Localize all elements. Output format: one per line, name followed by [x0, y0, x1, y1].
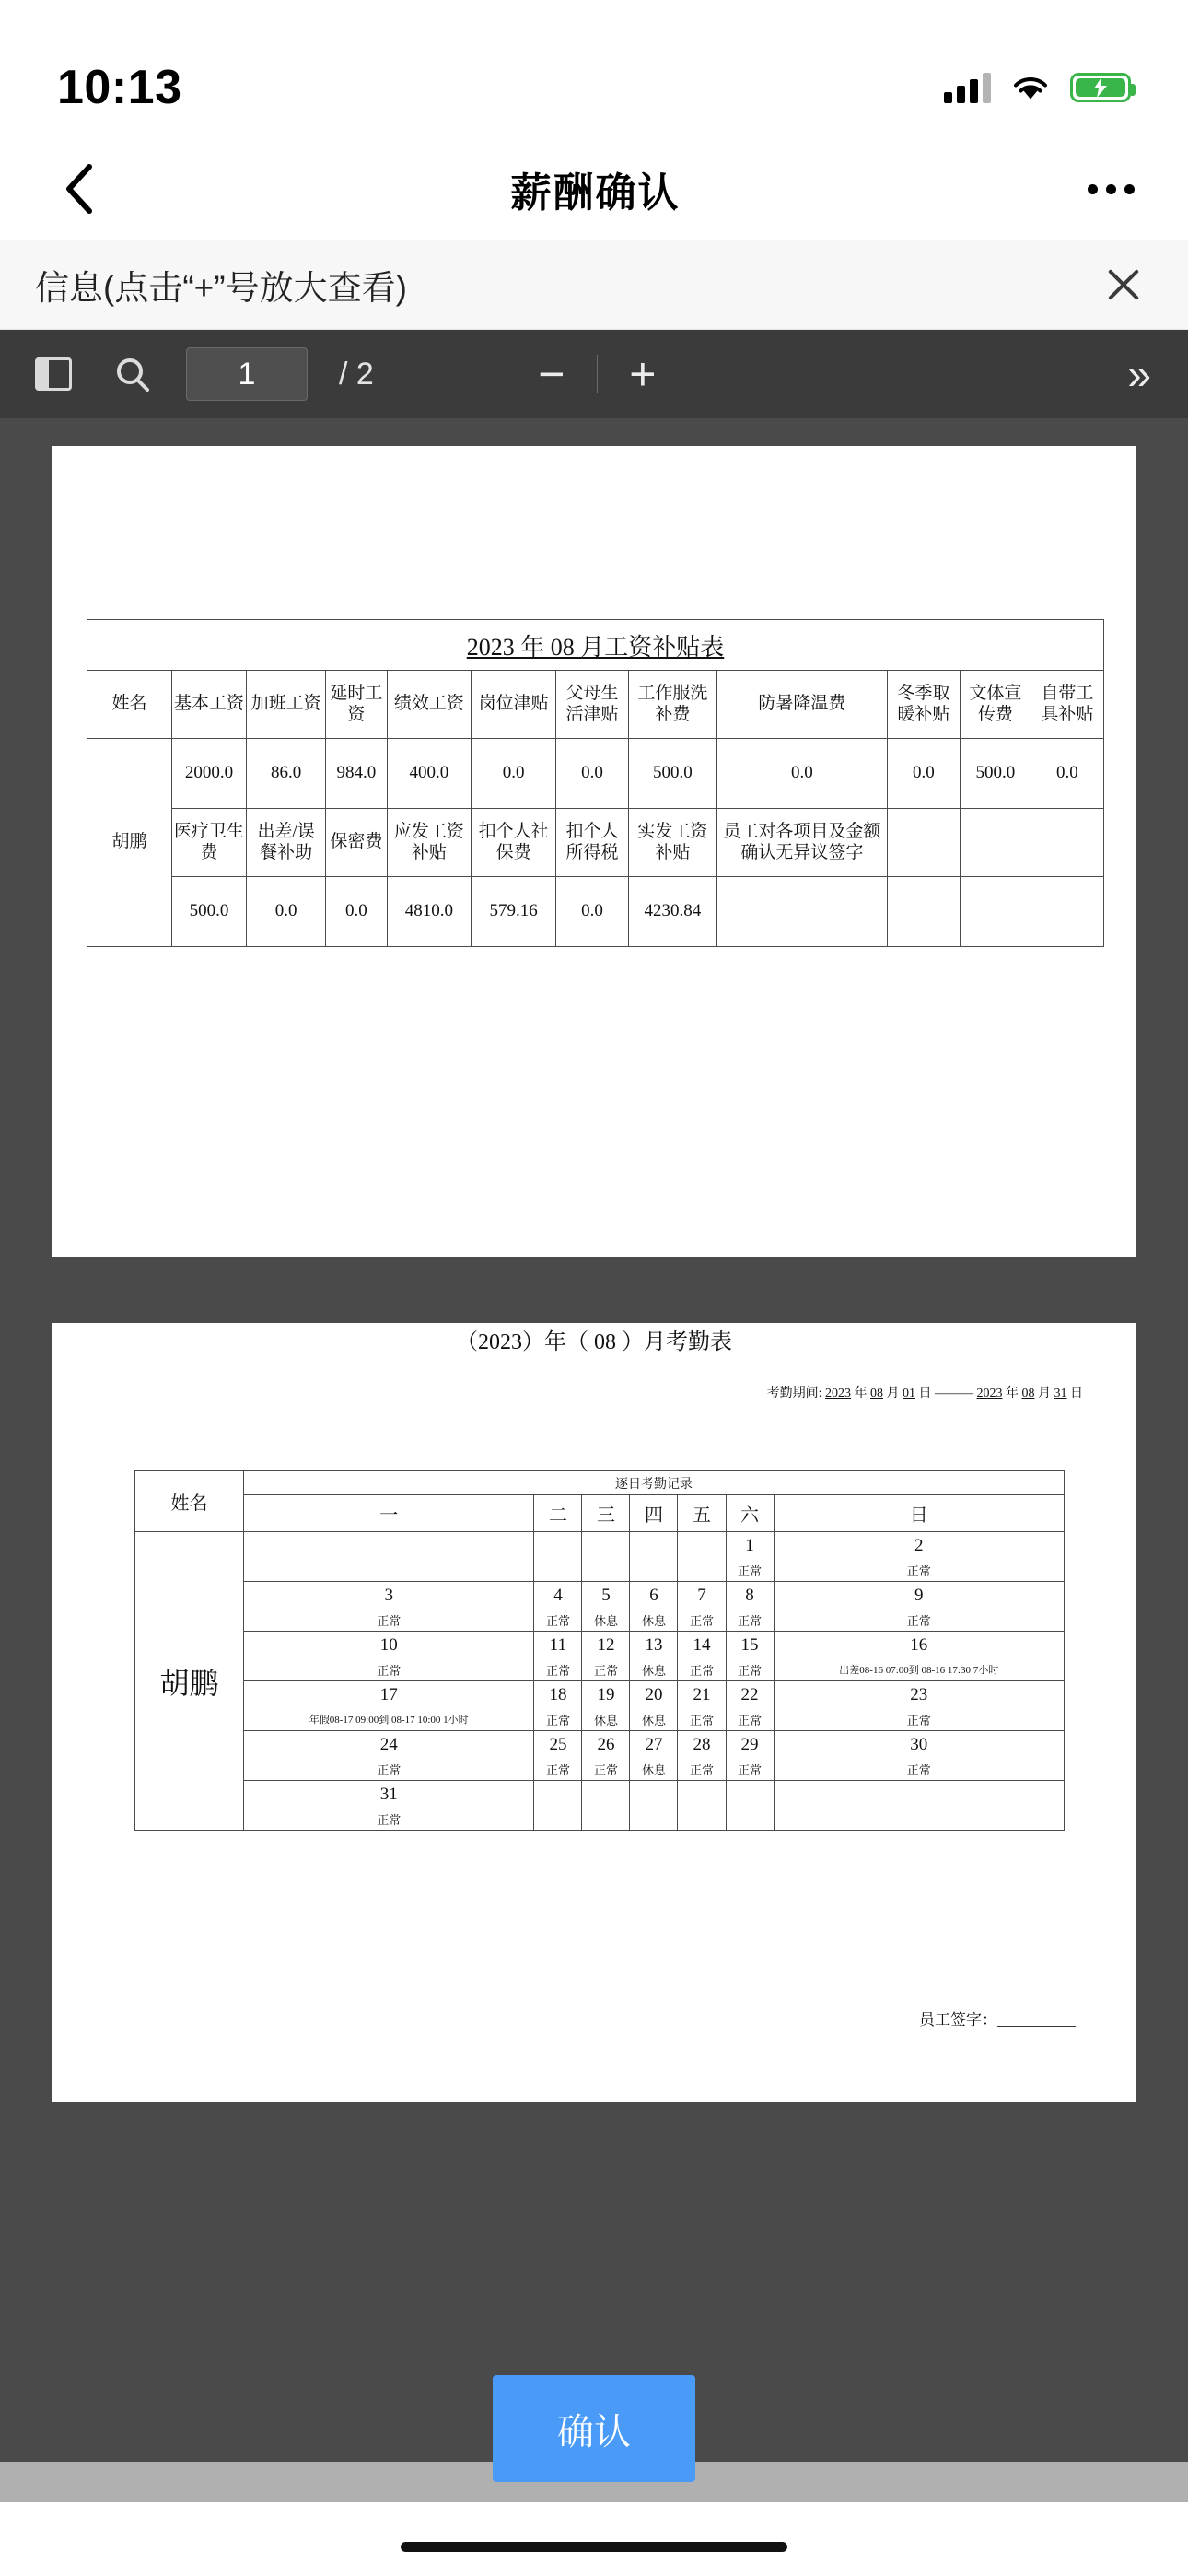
status-bar — [0, 0, 1188, 138]
period-end-day: 31 — [1054, 1387, 1067, 1400]
day-status: 休息 — [630, 1659, 678, 1681]
day-number: 19 — [582, 1681, 630, 1709]
salary-col-header: 员工对各项目及金额确认无异议签字 — [716, 809, 887, 877]
day-number: 26 — [582, 1731, 630, 1759]
day-status: 休息 — [582, 1709, 630, 1731]
table-row — [135, 1632, 1065, 1659]
attendance-employee-name: 胡鹏 — [135, 1532, 244, 1831]
day-number: 14 — [678, 1632, 726, 1659]
info-strip — [0, 240, 1188, 330]
day-status — [726, 1809, 774, 1831]
signature-label: 员工签字：__________ — [919, 2011, 1076, 2029]
period-unit-year: 年 — [854, 1387, 868, 1400]
day-number — [678, 1781, 726, 1809]
wifi-icon — [1011, 73, 1050, 102]
period-start-month: 08 — [870, 1387, 883, 1400]
day-status: 正常 — [726, 1610, 774, 1632]
day-status: 正常 — [534, 1610, 582, 1632]
day-status — [630, 1560, 678, 1582]
footer-bar — [0, 2355, 1188, 2576]
salary-value: 86.0 — [247, 739, 326, 809]
day-status: 正常 — [582, 1659, 630, 1681]
salary-value: 4810.0 — [387, 877, 472, 947]
day-number — [534, 1781, 582, 1809]
salary-table-title — [87, 619, 1104, 670]
salary-empty-cell — [887, 809, 960, 877]
salary-col-header: 应发工资补贴 — [387, 809, 472, 877]
salary-col-header: 自带工具补贴 — [1031, 671, 1103, 739]
table-row — [135, 1471, 1065, 1495]
weekday-header: 五 — [678, 1495, 726, 1532]
attendance-table — [134, 1470, 1065, 1831]
day-status: 休息 — [630, 1709, 678, 1731]
more-dots-icon[interactable] — [1088, 184, 1135, 194]
nav-bar — [0, 138, 1188, 240]
chevron-left-icon — [62, 163, 95, 215]
salary-value: 500.0 — [960, 739, 1031, 809]
day-number — [582, 1532, 630, 1560]
salary-table-block — [87, 619, 1104, 947]
salary-value: 0.0 — [555, 877, 628, 947]
day-number: 10 — [244, 1632, 534, 1659]
salary-empty-cell — [887, 877, 960, 947]
day-status: 正常 — [244, 1610, 534, 1632]
weekday-header: 二 — [534, 1495, 582, 1532]
salary-value: 0.0 — [326, 877, 387, 947]
page-number-input[interactable]: 1 — [186, 347, 308, 401]
day-number: 21 — [678, 1681, 726, 1709]
day-status: 正常 — [678, 1659, 726, 1681]
weekday-header: 一 — [244, 1495, 534, 1532]
salary-col-header: 加班工资 — [247, 671, 326, 739]
toolbar-more-button[interactable]: » — [1127, 350, 1146, 398]
salary-value: 2000.0 — [172, 739, 247, 809]
day-number — [534, 1532, 582, 1560]
salary-value: 984.0 — [326, 739, 387, 809]
day-number: 27 — [630, 1731, 678, 1759]
weekday-header: 四 — [630, 1495, 678, 1532]
day-number: 4 — [534, 1582, 582, 1610]
zoom-controls — [530, 348, 664, 400]
day-status — [582, 1809, 630, 1831]
day-status: 休息 — [630, 1610, 678, 1632]
table-row — [135, 1560, 1065, 1582]
attendance-record-header: 逐日考勤记录 — [244, 1471, 1065, 1495]
day-number: 29 — [726, 1731, 774, 1759]
day-number: 7 — [678, 1582, 726, 1610]
day-status: 正常 — [726, 1709, 774, 1731]
day-number: 8 — [726, 1582, 774, 1610]
salary-col-header: 冬季取暖补贴 — [887, 671, 960, 739]
salary-value — [716, 877, 887, 947]
day-number: 25 — [534, 1731, 582, 1759]
zoom-in-button[interactable]: + — [629, 348, 657, 400]
period-start-day: 01 — [903, 1387, 915, 1400]
day-status: 正常 — [534, 1759, 582, 1781]
day-number — [726, 1781, 774, 1809]
page-total-label: / 2 — [339, 356, 374, 392]
salary-employee-name: 胡鹏 — [87, 739, 172, 947]
day-number: 31 — [244, 1781, 534, 1809]
period-unit-day: 日 — [1070, 1387, 1083, 1400]
salary-col-header: 文体宣传费 — [960, 671, 1031, 739]
salary-value: 500.0 — [628, 739, 716, 809]
day-number: 30 — [774, 1731, 1064, 1759]
close-icon[interactable] — [1101, 263, 1146, 307]
day-status: 休息 — [582, 1610, 630, 1632]
day-number: 16 — [774, 1632, 1064, 1659]
salary-empty-cell — [960, 809, 1031, 877]
period-end-month: 08 — [1021, 1387, 1035, 1400]
salary-value: 0.0 — [887, 739, 960, 809]
period-end-year: 2023 — [976, 1387, 1003, 1400]
salary-col-header: 扣个人社保费 — [472, 809, 556, 877]
salary-value: 579.16 — [472, 877, 556, 947]
attendance-table-block — [134, 1470, 1065, 1831]
day-status: 正常 — [774, 1709, 1064, 1731]
day-number: 5 — [582, 1582, 630, 1610]
day-status — [244, 1560, 534, 1582]
day-status: 正常 — [726, 1659, 774, 1681]
pdf-page-2 — [52, 1323, 1136, 2102]
day-number: 1 — [726, 1532, 774, 1560]
day-status: 休息 — [630, 1759, 678, 1781]
period-unit-month: 月 — [886, 1387, 900, 1400]
table-row — [135, 1731, 1065, 1759]
day-status — [678, 1560, 726, 1582]
day-status: 正常 — [582, 1759, 630, 1781]
table-row — [135, 1659, 1065, 1681]
salary-value: 0.0 — [472, 739, 556, 809]
day-number — [678, 1532, 726, 1560]
info-strip-text: 信息(点击“+”号放大查看) — [35, 268, 407, 307]
weekday-header: 六 — [726, 1495, 774, 1532]
day-status: 正常 — [774, 1560, 1064, 1582]
table-row — [135, 1809, 1065, 1831]
day-status: 出差08-16 07:00到 08-16 17:30 7小时 — [774, 1659, 1064, 1681]
salary-col-header: 工作服洗补费 — [628, 671, 716, 739]
salary-name-header: 姓名 — [87, 671, 172, 739]
day-status: 正常 — [244, 1759, 534, 1781]
salary-table — [87, 670, 1104, 947]
salary-col-header: 实发工资补贴 — [628, 809, 716, 877]
salary-col-header: 岗位津贴 — [472, 671, 556, 739]
table-row — [135, 1582, 1065, 1610]
salary-value: 0.0 — [555, 739, 628, 809]
table-row — [87, 739, 1104, 809]
day-status — [630, 1809, 678, 1831]
table-row — [87, 809, 1104, 877]
zoom-out-button[interactable]: − — [538, 348, 565, 400]
period-unit-month: 月 — [1038, 1387, 1051, 1400]
day-status — [678, 1809, 726, 1831]
period-dash: ——— — [935, 1387, 973, 1400]
table-row — [135, 1495, 1065, 1532]
day-number — [582, 1781, 630, 1809]
salary-empty-cell — [1031, 809, 1103, 877]
day-number: 11 — [534, 1632, 582, 1659]
day-status: 正常 — [726, 1759, 774, 1781]
day-number: 15 — [726, 1632, 774, 1659]
day-status: 正常 — [678, 1759, 726, 1781]
pdf-toolbar — [0, 330, 1188, 418]
table-row — [87, 877, 1104, 947]
sidebar-toggle-icon[interactable] — [28, 348, 79, 400]
day-number: 22 — [726, 1681, 774, 1709]
day-status — [582, 1560, 630, 1582]
day-number: 18 — [534, 1681, 582, 1709]
day-status: 正常 — [534, 1659, 582, 1681]
day-number — [774, 1781, 1064, 1809]
salary-value: 0.0 — [716, 739, 887, 809]
salary-col-header: 防暑降温费 — [716, 671, 887, 739]
table-row — [87, 671, 1104, 739]
period-label: 考勤期间: — [766, 1387, 822, 1400]
attendance-period — [52, 1383, 1083, 1401]
salary-empty-cell — [1031, 877, 1103, 947]
day-number: 24 — [244, 1731, 534, 1759]
salary-empty-cell — [960, 877, 1031, 947]
salary-value: 400.0 — [387, 739, 472, 809]
day-number: 23 — [774, 1681, 1064, 1709]
battery-charging-icon — [1070, 73, 1131, 102]
day-status — [774, 1809, 1064, 1831]
salary-title-text: 2023 年 08 月工资补贴表 — [466, 634, 725, 661]
day-status: 年假08-17 09:00到 08-17 10:00 1小时 — [244, 1709, 534, 1731]
day-status: 正常 — [244, 1809, 534, 1831]
salary-col-header: 医疗卫生费 — [172, 809, 247, 877]
table-row — [135, 1709, 1065, 1731]
home-indicator-area — [0, 2502, 1188, 2576]
page-title: 薪酬确认 — [510, 170, 681, 216]
day-status: 正常 — [774, 1610, 1064, 1632]
salary-value: 4230.84 — [628, 877, 716, 947]
table-row — [135, 1532, 1065, 1560]
attendance-name-header: 姓名 — [135, 1471, 244, 1532]
home-indicator[interactable] — [401, 2542, 787, 2552]
day-status: 正常 — [678, 1709, 726, 1731]
period-unit-day: 日 — [918, 1387, 932, 1400]
search-icon[interactable] — [107, 348, 158, 400]
status-icons — [944, 72, 1131, 103]
day-number: 6 — [630, 1582, 678, 1610]
table-row — [135, 1759, 1065, 1781]
day-status: 正常 — [726, 1560, 774, 1582]
period-unit-year: 年 — [1006, 1387, 1019, 1400]
day-status: 正常 — [774, 1759, 1064, 1781]
weekday-header: 日 — [774, 1495, 1064, 1532]
salary-col-header: 出差/误餐补助 — [247, 809, 326, 877]
day-number: 9 — [774, 1582, 1064, 1610]
weekday-header: 三 — [582, 1495, 630, 1532]
salary-col-header: 父母生活津贴 — [555, 671, 628, 739]
attendance-title: （2023）年（ 08 ）月考勤表 — [456, 1330, 732, 1354]
day-status: 正常 — [244, 1659, 534, 1681]
pdf-page-1 — [52, 446, 1136, 1257]
day-number: 20 — [630, 1681, 678, 1709]
day-number: 2 — [774, 1532, 1064, 1560]
pdf-viewer[interactable] — [0, 418, 1188, 2576]
back-button[interactable] — [53, 164, 103, 214]
table-row — [135, 1610, 1065, 1632]
salary-col-header: 绩效工资 — [387, 671, 472, 739]
day-status: 正常 — [678, 1610, 726, 1632]
day-number: 13 — [630, 1632, 678, 1659]
cellular-signal-icon — [944, 72, 991, 103]
salary-value: 0.0 — [247, 877, 326, 947]
status-time: 10:13 — [57, 61, 182, 114]
day-status: 正常 — [534, 1709, 582, 1731]
table-row — [135, 1681, 1065, 1709]
zoom-divider — [597, 355, 598, 393]
day-status — [534, 1809, 582, 1831]
table-row — [135, 1781, 1065, 1809]
salary-value: 0.0 — [1031, 739, 1103, 809]
day-number — [630, 1532, 678, 1560]
salary-value: 500.0 — [172, 877, 247, 947]
confirm-button[interactable]: 确认 — [493, 2375, 695, 2482]
salary-col-header: 延时工资 — [326, 671, 387, 739]
day-number: 28 — [678, 1731, 726, 1759]
salary-col-header: 保密费 — [326, 809, 387, 877]
period-start-year: 2023 — [825, 1387, 851, 1400]
day-number: 17 — [244, 1681, 534, 1709]
day-number — [630, 1781, 678, 1809]
day-number: 12 — [582, 1632, 630, 1659]
salary-col-header: 扣个人所得税 — [555, 809, 628, 877]
day-number: 3 — [244, 1582, 534, 1610]
day-number — [244, 1532, 534, 1560]
salary-col-header: 基本工资 — [172, 671, 247, 739]
day-status — [534, 1560, 582, 1582]
